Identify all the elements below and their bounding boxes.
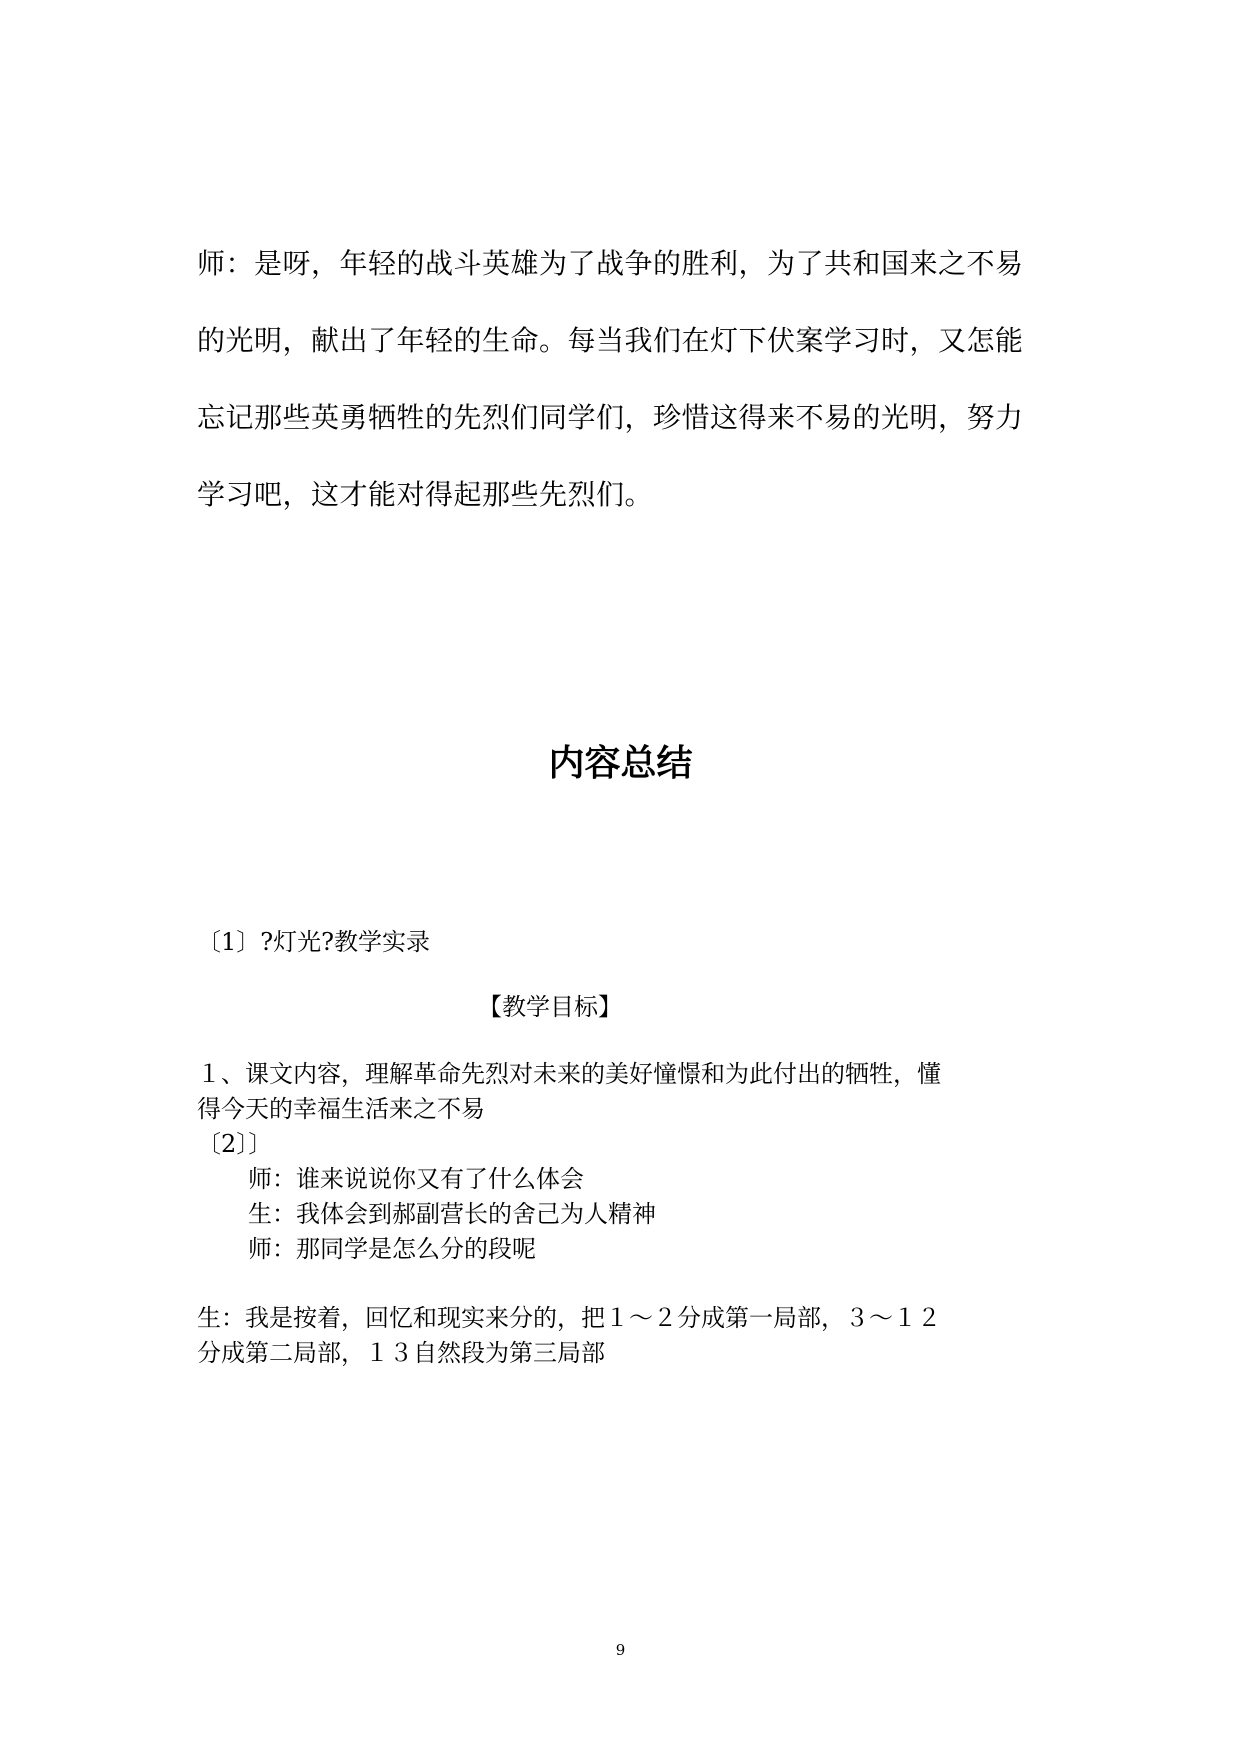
intro-line: 忘记那些英勇牺牲的先烈们同学们，珍惜这得来不易的光明，努力 (197, 401, 1024, 434)
section-title: 内容总结 (548, 743, 693, 784)
objective-line-1: １、课文内容，理解革命先烈对未来的美好憧憬和为此付出的牺牲，懂 (197, 1060, 941, 1088)
dialogue-line: 师：谁来说说你又有了什么体会 (248, 1165, 584, 1193)
intro-line: 的光明，献出了年轻的生命。每当我们在灯下伏案学习时，又怎能 (197, 324, 1024, 357)
intro-paragraph (197, 225, 1057, 533)
objective-line-2: 得今天的幸福生活来之不易 (197, 1095, 485, 1123)
intro-line: 学习吧，这才能对得起那些先烈们。 (197, 478, 654, 511)
summary-item-1: 〔1〕?灯光?教学实录 (197, 928, 431, 956)
summary-item-2: 〔2〕〕 (197, 1130, 273, 1158)
dialogue-line: 师：那同学是怎么分的段呢 (248, 1235, 536, 1263)
dialogue-line: 生：我体会到郝副营长的舍己为人精神 (248, 1200, 656, 1228)
page-number: 9 (615, 1641, 626, 1659)
answer-line-2: 分成第二局部，１３自然段为第三局部 (197, 1339, 605, 1367)
objective-heading: 【教学目标】 (478, 993, 622, 1021)
intro-line: 师：是呀，年轻的战斗英雄为了战争的胜利，为了共和国来之不易 (197, 247, 1024, 280)
answer-line-1: 生：我是按着，回忆和现实来分的，把１～２分成第一局部，３～１２ (197, 1304, 941, 1332)
